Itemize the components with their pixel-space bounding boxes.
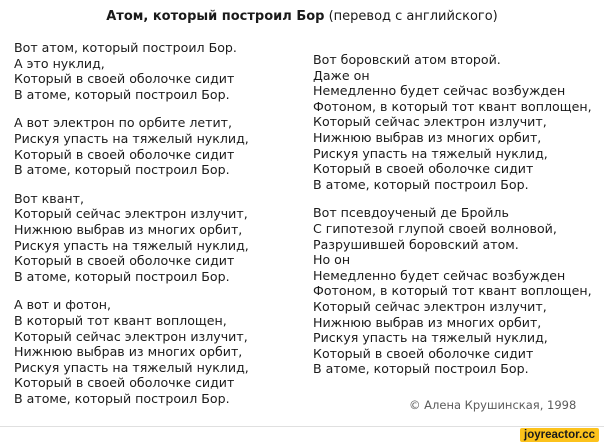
poem-line: Рискуя упасть на тяжелый нуклид, <box>14 359 249 375</box>
poem-line: А вот и фотон, <box>14 297 112 313</box>
stanza <box>14 191 249 285</box>
poem-line: В атоме, который построил Бор. <box>313 361 529 377</box>
poem-line: Вот квант, <box>14 190 85 206</box>
title-main: Атом, который построил Бор <box>106 9 325 24</box>
stanza <box>14 115 249 177</box>
poem-line: Который сейчас электрон излучит, <box>313 114 547 130</box>
poem-line: С гипотезой глупой своей волновой, <box>313 220 557 236</box>
poem-line: Рискуя упасть на тяжелый нуклид, <box>313 330 548 346</box>
poem-line: Рискуя упасть на тяжелый нуклид, <box>313 145 548 161</box>
poem-line: Который в своей оболочке сидит <box>313 161 534 177</box>
poem-line: Даже он <box>313 67 370 83</box>
copyright-note: © Алена Крушинская, 1998 <box>409 398 577 412</box>
poem-line: Фотоном, в который тот квант воплощен, <box>313 98 592 114</box>
poem-line: Который в своей оболочке сидит <box>14 253 235 269</box>
poem-line: А это нуклид, <box>14 55 105 71</box>
poem-line: В атоме, который построил Бор. <box>14 268 230 284</box>
footer-bar <box>0 426 604 443</box>
poem-line: Который в своей оболочке сидит <box>14 375 235 391</box>
poem-line: Который в своей оболочке сидит <box>14 146 235 162</box>
poem-line: Нижнюю выбрав из многих орбит, <box>313 314 542 330</box>
poem-line: Который сейчас электрон излучит, <box>313 298 547 314</box>
poem-line: А вот электрон по орбите летит, <box>14 115 233 131</box>
poem-line: Немедленно будет сейчас возбужден <box>313 267 566 283</box>
stanza <box>313 52 592 192</box>
poem-line: В атоме, который построил Бор. <box>14 390 230 406</box>
poem-line: Нижнюю выбрав из многих орбит, <box>14 221 243 237</box>
poem-line: Фотоном, в который тот квант воплощен, <box>313 283 592 299</box>
stanza <box>14 297 249 406</box>
page-title <box>0 8 604 26</box>
poem-line: Нижнюю выбрав из многих орбит, <box>313 129 542 145</box>
poem-line: В атоме, который построил Бор. <box>14 162 230 178</box>
poem-line: Разрушившей боровский атом. <box>313 236 519 252</box>
poem-line: Вот псевдоученый де Бройль <box>313 205 509 221</box>
poem-line: Рискуя упасть на тяжелый нуклид, <box>14 130 249 146</box>
poem-line: В атоме, который построил Бор. <box>14 86 230 102</box>
site-watermark-link[interactable]: joyreactor.cc <box>520 428 599 442</box>
poem-line: Рискуя упасть на тяжелый нуклид, <box>14 237 249 253</box>
stanza <box>313 205 592 377</box>
poem-line: В атоме, который построил Бор. <box>313 176 529 192</box>
poem-right-column <box>313 52 592 390</box>
stanza <box>14 40 249 102</box>
poem-line: Который сейчас электрон излучит, <box>14 328 248 344</box>
poem-line: Немедленно будет сейчас возбужден <box>313 83 566 99</box>
poem-line: В который тот квант воплощен, <box>14 312 227 328</box>
title-subtitle: (перевод с английского) <box>324 9 498 24</box>
poem-line: Который сейчас электрон излучит, <box>14 206 248 222</box>
poem-line: Но он <box>313 252 351 268</box>
poem-line: Нижнюю выбрав из многих орбит, <box>14 344 243 360</box>
poem-line: Вот боровский атом второй. <box>313 52 501 67</box>
poem-line: Который в своей оболочке сидит <box>313 345 534 361</box>
poem-line: Вот атом, который построил Бор. <box>14 40 237 55</box>
poem-left-column <box>14 40 249 419</box>
poem-line: Который в своей оболочке сидит <box>14 71 235 87</box>
